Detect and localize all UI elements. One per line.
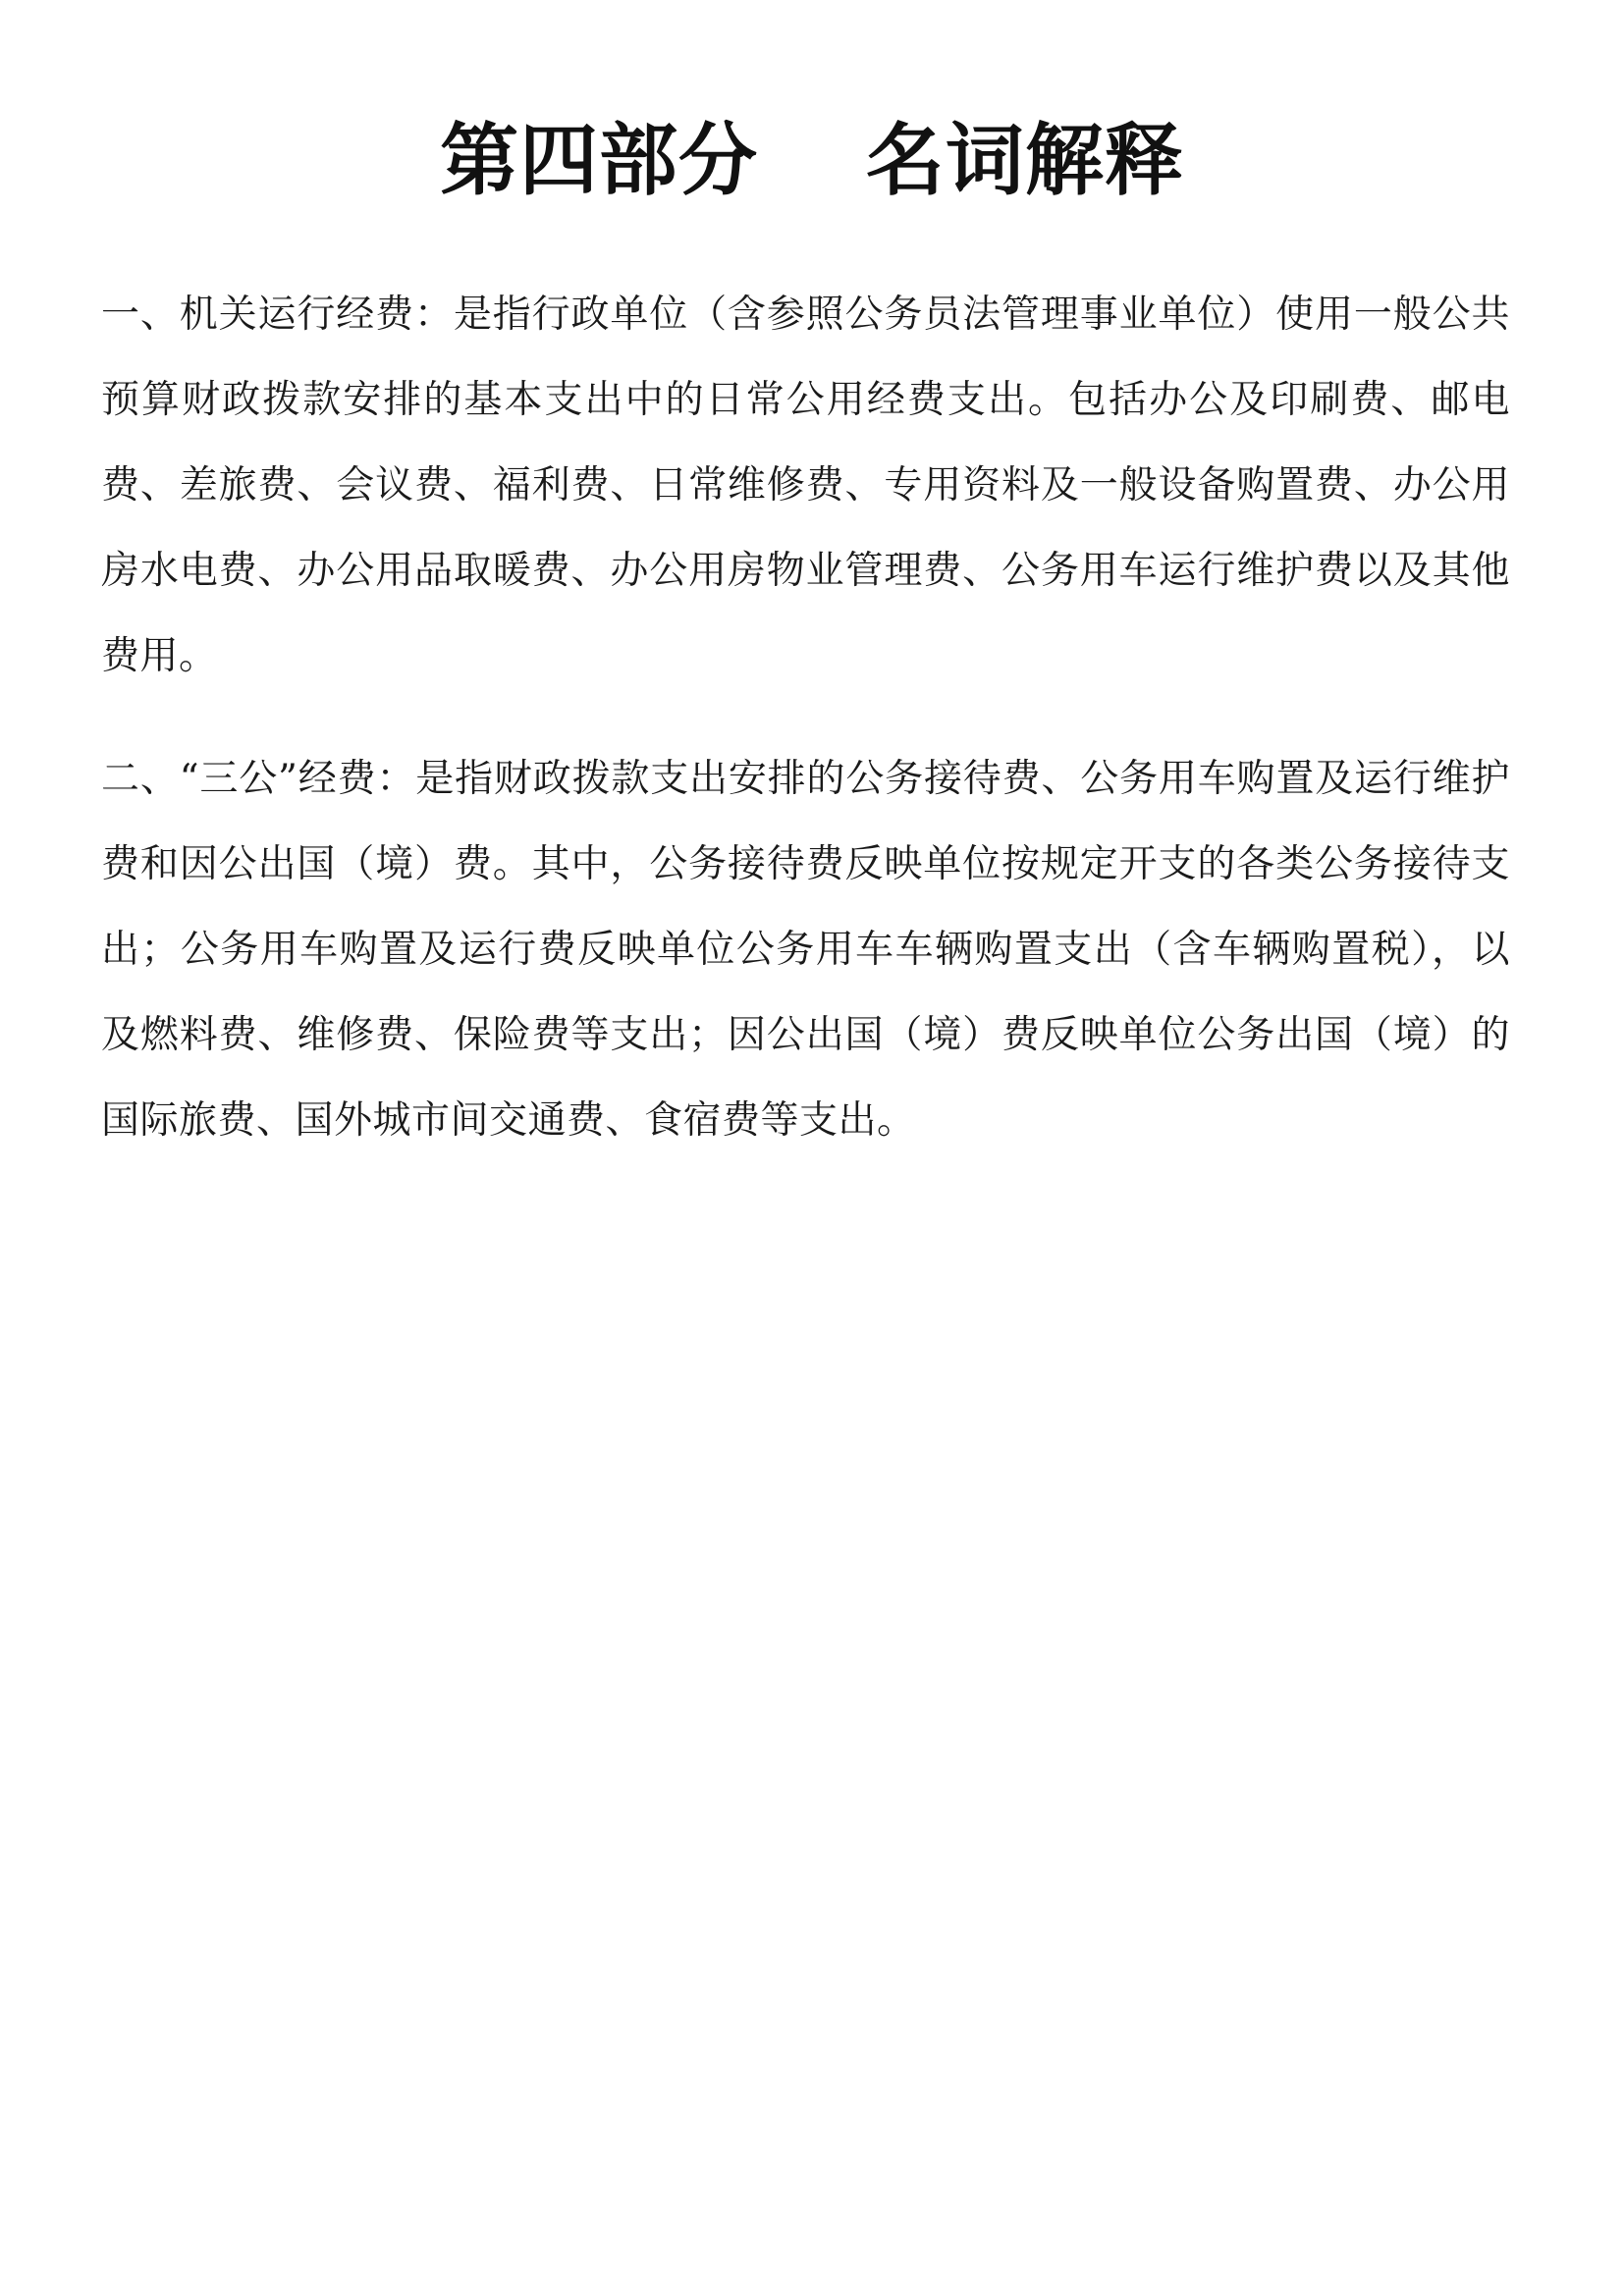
paragraph-three-public-expenses: 二、“三公”经费：是指财政拨款支出安排的公务接待费、公务用车购置及运行维护费和因公出国（境）费。其中，公务接待费反映单位按规定开支的各类公务接待支出；公务用车购置及运行费反映单位公务用车车辆购置支出（含车辆购置税），以及燃料费、维修费、保险费等支出；因公出国（境）费反映单位公务出国（境）的国际旅费、国外城市间交通费、食宿费等支出。 xyxy=(101,757,1510,1143)
page-title: 第四部分 名词解释 xyxy=(440,114,1184,206)
paragraph-operating-expenses: 一、机关运行经费：是指行政单位（含参照公务员法管理事业单位）使用一般公共预算财政拨款安排的基本支出中的日常公用经费支出。包括办公及印刷费、邮电费、差旅费、会议费、福利费、日常维修费、专用资料及一般设备购置费、办公用房水电费、办公用品取暖费、办公用房物业管理费、公务用车运行维护费以及其他费用。 xyxy=(101,293,1510,678)
